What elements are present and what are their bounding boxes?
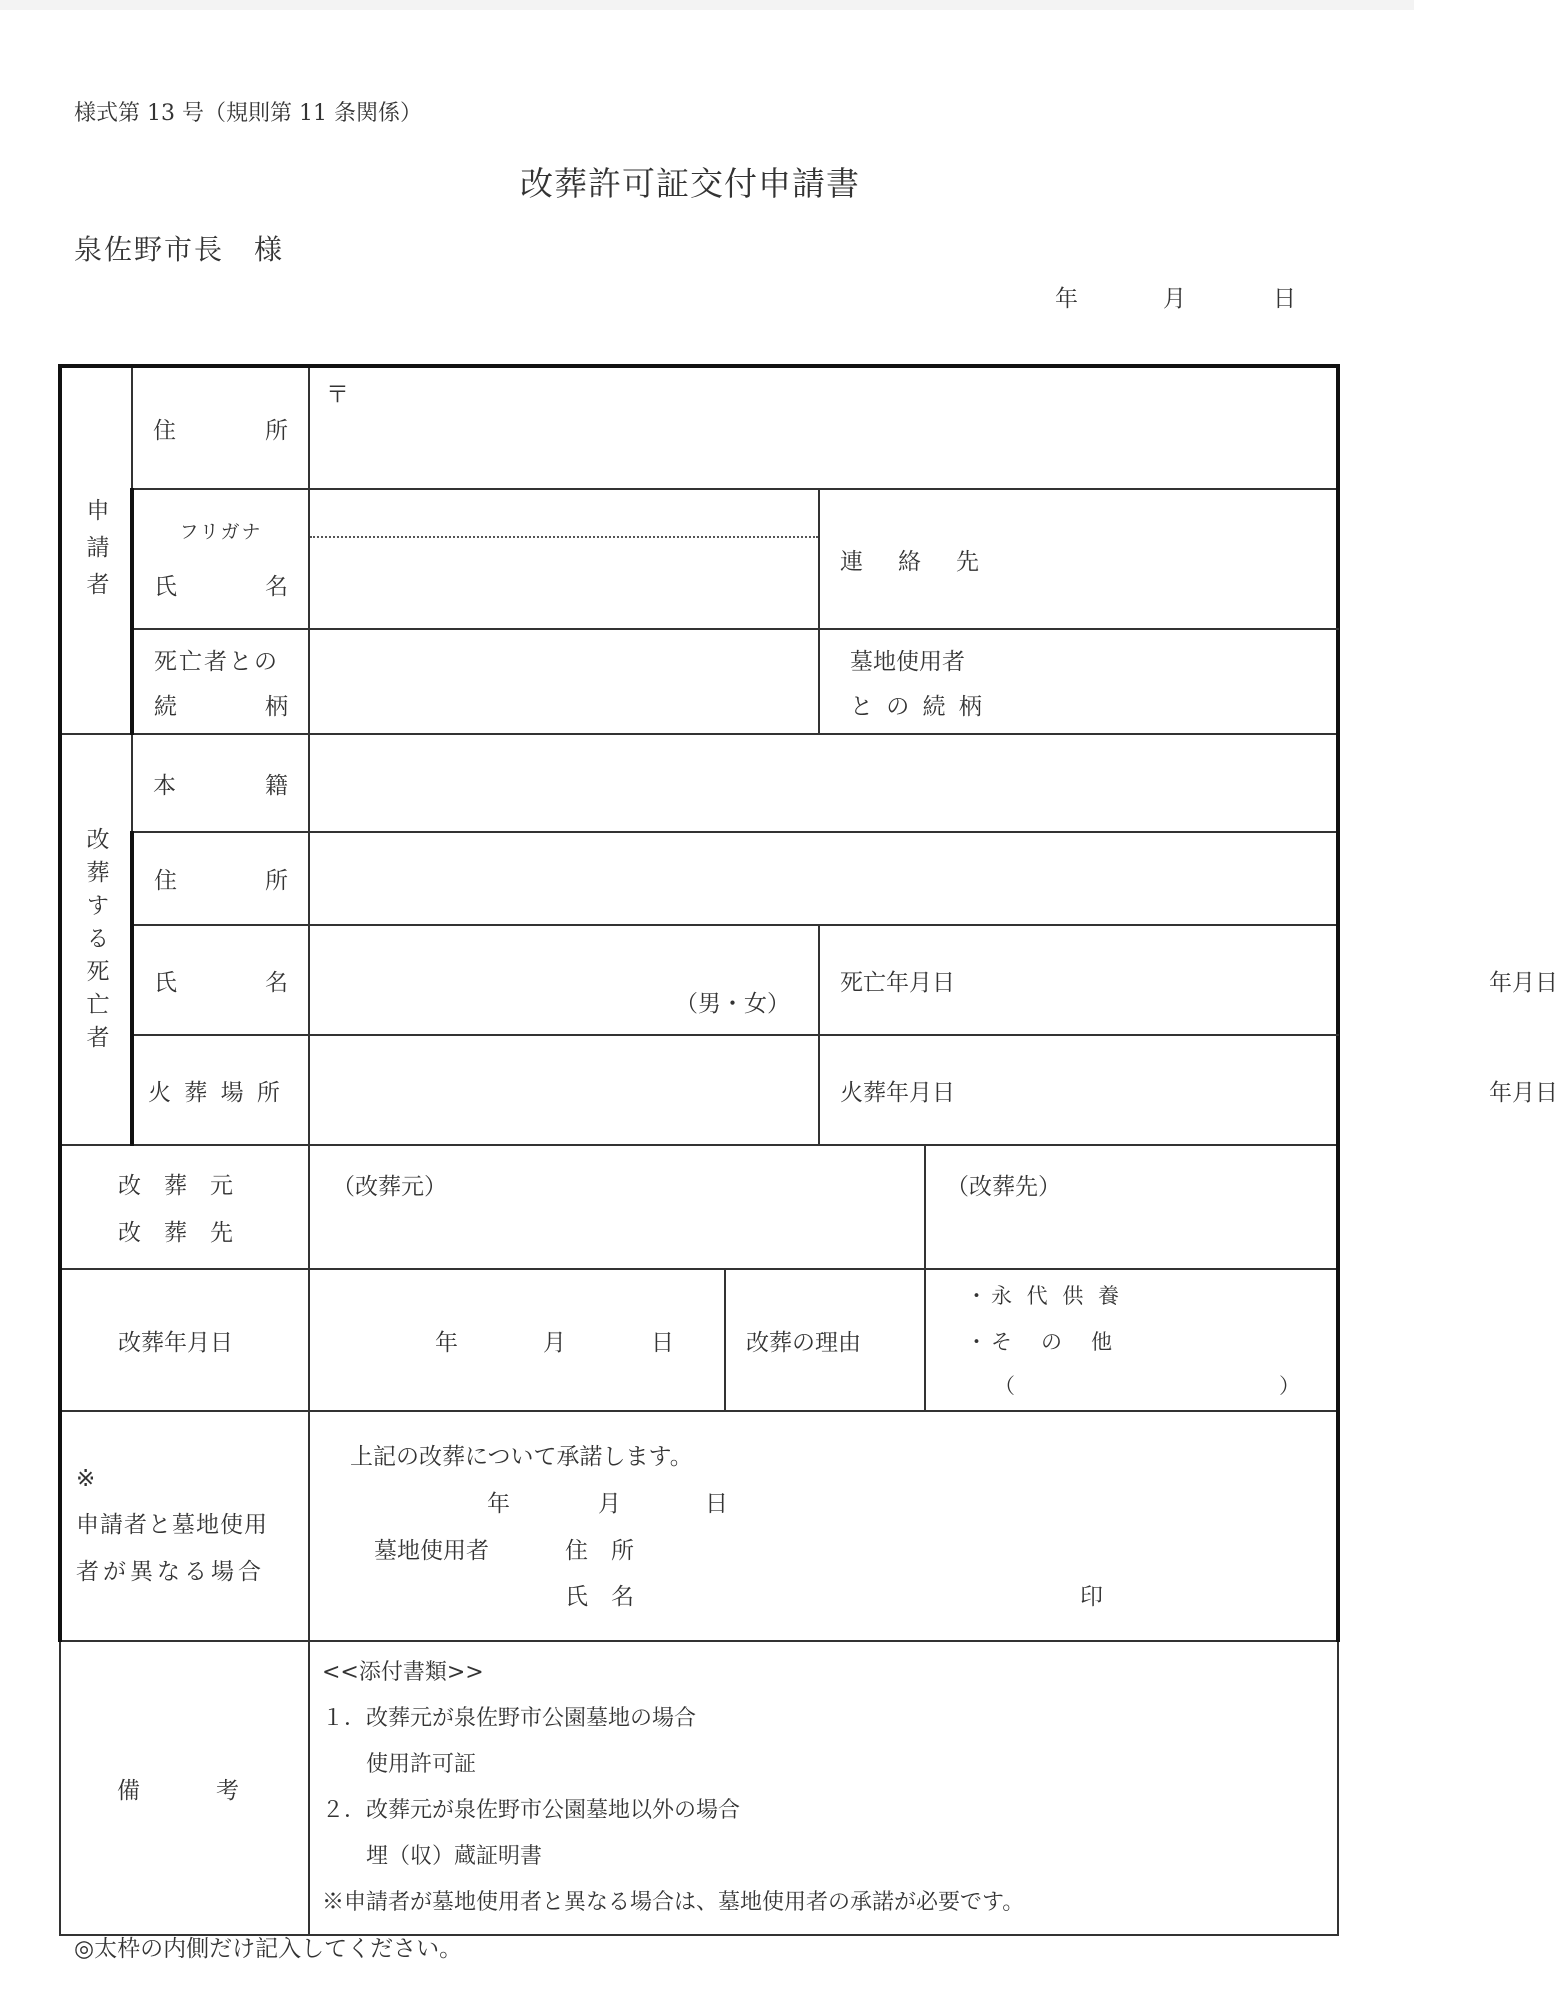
reburial-from-note: （改葬元）: [332, 1174, 447, 1200]
remarks-line: ２．改葬元が泉佐野市公園墓地以外の場合: [322, 1798, 741, 1823]
consent-field[interactable]: [309, 1411, 1338, 1641]
footer-note: ◎太枠の内側だけ記入してください。: [74, 1936, 463, 1962]
applicant-address-field[interactable]: [309, 366, 1338, 489]
remarks-content: [309, 1641, 1338, 1935]
document-title: 改葬許可証交付申請書: [520, 164, 860, 203]
reburial-reason-label: 改葬の理由: [725, 1269, 925, 1411]
date-year-label: 年: [1055, 286, 1078, 312]
reburial-reason-field[interactable]: [925, 1269, 1338, 1411]
domicile-field[interactable]: [309, 734, 1338, 832]
reburial-to-field[interactable]: [925, 1145, 1338, 1269]
furigana-input-line[interactable]: [310, 490, 818, 538]
seal-mark: 印: [1080, 1584, 1103, 1610]
grave-user-address-label: 住 所: [565, 1538, 634, 1564]
reburial-date-field[interactable]: 年 月 日: [309, 1269, 725, 1411]
postal-mark: 〒: [326, 382, 349, 408]
remarks-line: 使用許可証: [322, 1752, 477, 1777]
page-top-edge: [0, 0, 1414, 10]
remarks-line: <<添付書類>>: [322, 1660, 484, 1685]
deceased-section-label: 改葬する死亡者: [60, 734, 132, 1145]
reason-option-eternal[interactable]: ・永 代 供 養: [966, 1284, 1124, 1308]
remarks-label: 備 考: [60, 1641, 309, 1935]
deceased-name-field[interactable]: [309, 925, 819, 1035]
grave-user-name-label: 氏 名: [565, 1584, 634, 1610]
relation-deceased-field[interactable]: [309, 629, 819, 734]
remarks-line: 埋（収）蔵証明書: [322, 1844, 543, 1869]
reburial-from-field[interactable]: [309, 1145, 925, 1269]
death-date-label: 死亡年月日: [819, 925, 1338, 1035]
reason-other-input[interactable]: （ ）: [994, 1374, 1300, 1398]
cremation-place-label: 火 葬 場 所: [132, 1035, 309, 1145]
reburial-to-note: （改葬先）: [946, 1174, 1061, 1200]
date-month-label: 月: [1163, 286, 1186, 312]
application-form-table: 申請者 住 所 〒 フリガナ 氏 名 連 絡 先 死亡者との 続 柄 墓地使用者 と の 続 柄 改葬する死亡者 本 籍 住 所 氏 名 （男・女） 死亡年月日 年 月 日 火 葬 場 所 火葬年月日 年 月 日 改 葬 元 改 葬 先 （改葬元） （改葬先） 改葬年月日 年 月 日 改葬の理由 ・永 代 供 養 ・そ の 他 （ ） ※ 申請者と墓地使用 者が異なる場合 上記の改葬について承諾します。 年 月 日 墓地使用者 住 所 氏 名 印 備 考 <<添付書類>> １．改葬元が泉佐野市公園墓地の場合 使用許可証 ２．改葬元が泉佐野市公園墓地以外の場合 埋（収）蔵証明書 ※申請者が墓地使用者と異なる場合は、墓地使用者の承諾が必要です。: [58, 364, 1340, 1936]
form-number: 様式第 13 号（規則第 11 条関係）: [74, 101, 422, 126]
relation-deceased-label: 死亡者との 続 柄: [132, 629, 309, 734]
addressee: 泉佐野市長 様: [74, 233, 285, 266]
consent-date-year: 年: [487, 1491, 510, 1517]
applicant-name-field[interactable]: [309, 489, 819, 629]
applicant-section-label: 申請者: [60, 366, 132, 734]
consent-date-month: 月: [598, 1491, 621, 1517]
deceased-address-field[interactable]: [309, 832, 1338, 925]
reburial-from-to-label: 改 葬 元 改 葬 先: [60, 1145, 309, 1269]
remarks-line: １．改葬元が泉佐野市公園墓地の場合: [322, 1706, 697, 1731]
reburial-date-label: 改葬年月日: [60, 1269, 309, 1411]
gender-options[interactable]: （男・女）: [675, 991, 790, 1017]
applicant-address-label: 住 所: [132, 366, 309, 489]
relation-grave-user-label: 墓地使用者 と の 続 柄: [819, 629, 1338, 734]
grave-user-label: 墓地使用者: [374, 1538, 489, 1564]
applicant-name-label: フリガナ 氏 名: [132, 489, 309, 629]
cremation-place-field[interactable]: [309, 1035, 819, 1145]
date-day-label: 日: [1273, 286, 1296, 312]
consent-label: ※ 申請者と墓地使用 者が異なる場合: [60, 1411, 309, 1641]
remarks-line: ※申請者が墓地使用者と異なる場合は、墓地使用者の承諾が必要です。: [322, 1890, 1025, 1915]
reason-option-other[interactable]: ・そ の 他: [966, 1330, 1116, 1354]
consent-statement: 上記の改葬について承諾します。: [350, 1444, 693, 1470]
consent-date-day: 日: [705, 1491, 728, 1517]
cremation-date-label: 火葬年月日: [819, 1035, 1338, 1145]
deceased-name-label: 氏 名: [132, 925, 309, 1035]
contact-label: 連 絡 先: [819, 489, 1338, 629]
deceased-address-label: 住 所: [132, 832, 309, 925]
domicile-label: 本 籍: [132, 734, 309, 832]
